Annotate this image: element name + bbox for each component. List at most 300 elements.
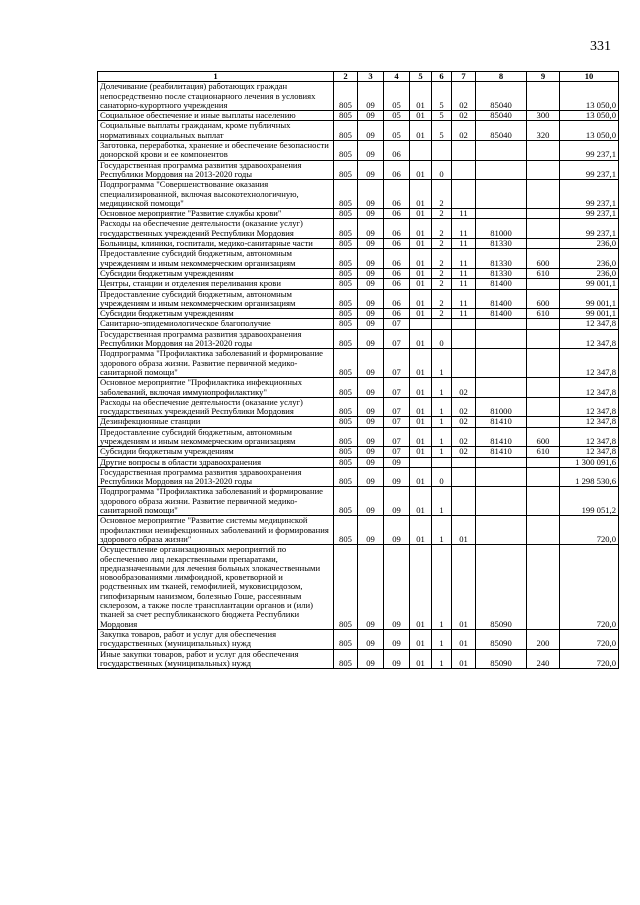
- code-cell: 805: [334, 427, 358, 447]
- table-row: [98, 249, 619, 269]
- code-cell: 09: [358, 457, 384, 467]
- code-cell: 5: [432, 111, 452, 121]
- code-cell: 01: [452, 649, 476, 669]
- code-cell: 01: [410, 378, 432, 398]
- code-cell: 09: [384, 649, 410, 669]
- code-cell: [527, 457, 560, 467]
- table-row: [98, 349, 619, 378]
- code-cell: 09: [358, 289, 384, 309]
- code-cell: 02: [452, 378, 476, 398]
- amount-cell: 12 347,8: [560, 417, 619, 427]
- code-cell: 09: [358, 160, 384, 180]
- code-cell: 09: [358, 545, 384, 630]
- code-cell: 1: [432, 427, 452, 447]
- code-cell: 805: [334, 487, 358, 516]
- table-row: [98, 329, 619, 349]
- code-cell: 610: [527, 268, 560, 278]
- code-cell: 2: [432, 268, 452, 278]
- amount-cell: 12 347,8: [560, 397, 619, 417]
- table-row: [98, 378, 619, 398]
- code-cell: [476, 457, 527, 467]
- header-cell: 4: [384, 72, 410, 82]
- code-cell: 01: [410, 209, 432, 219]
- code-cell: 09: [358, 487, 384, 516]
- code-cell: 85040: [476, 121, 527, 141]
- code-cell: 09: [358, 239, 384, 249]
- code-cell: 09: [358, 378, 384, 398]
- code-cell: 805: [334, 268, 358, 278]
- code-cell: 01: [410, 111, 432, 121]
- code-cell: 02: [452, 427, 476, 447]
- code-cell: 0: [432, 329, 452, 349]
- code-cell: [476, 141, 527, 161]
- code-cell: 805: [334, 319, 358, 329]
- code-cell: [527, 467, 560, 487]
- code-cell: 05: [384, 82, 410, 111]
- row-name-cell: Субсидии бюджетным учреждениям: [98, 447, 334, 457]
- code-cell: 09: [358, 111, 384, 121]
- code-cell: 01: [410, 349, 432, 378]
- code-cell: 09: [358, 649, 384, 669]
- code-cell: [452, 319, 476, 329]
- code-cell: 09: [358, 319, 384, 329]
- table-row: [98, 309, 619, 319]
- code-cell: 1: [432, 629, 452, 649]
- code-cell: 09: [384, 467, 410, 487]
- code-cell: 09: [358, 121, 384, 141]
- code-cell: [527, 397, 560, 417]
- code-cell: 07: [384, 417, 410, 427]
- code-cell: 1: [432, 545, 452, 630]
- code-cell: 805: [334, 349, 358, 378]
- code-cell: [476, 378, 527, 398]
- code-cell: 06: [384, 209, 410, 219]
- code-cell: [476, 349, 527, 378]
- code-cell: [452, 180, 476, 209]
- code-cell: 09: [358, 349, 384, 378]
- row-name-cell: Подпрограмма "Совершенствование оказания специализированной, включая высокотехнологичную, медицинской помощи": [98, 180, 334, 209]
- code-cell: [476, 516, 527, 545]
- row-name-cell: Иные закупки товаров, работ и услуг для обеспечения государственных (муниципальных) нужд: [98, 649, 334, 669]
- code-cell: 09: [358, 467, 384, 487]
- code-cell: 11: [452, 219, 476, 239]
- budget-table: [97, 71, 619, 669]
- code-cell: 02: [452, 111, 476, 121]
- code-cell: 05: [384, 121, 410, 141]
- code-cell: [476, 209, 527, 219]
- code-cell: 805: [334, 209, 358, 219]
- table-row: [98, 629, 619, 649]
- amount-cell: 1 298 530,6: [560, 467, 619, 487]
- amount-cell: 13 050,0: [560, 121, 619, 141]
- code-cell: 81000: [476, 219, 527, 239]
- row-name-cell: Долечивание (реабилитация) работающих граждан непосредственно после стационарного лечения в условиях санаторно-курортного учреждения: [98, 82, 334, 111]
- amount-cell: 99 237,1: [560, 219, 619, 239]
- code-cell: 09: [384, 487, 410, 516]
- row-name-cell: Подпрограмма "Профилактика заболеваний и формирование здорового образа жизни. Развитие первичной медико-санитарной помощи": [98, 349, 334, 378]
- code-cell: 09: [384, 516, 410, 545]
- code-cell: [432, 141, 452, 161]
- row-name-cell: Другие вопросы в области здравоохранения: [98, 457, 334, 467]
- table-row: [98, 209, 619, 219]
- code-cell: 06: [384, 249, 410, 269]
- code-cell: [432, 319, 452, 329]
- code-cell: 06: [384, 309, 410, 319]
- code-cell: 05: [384, 111, 410, 121]
- header-cell: 5: [410, 72, 432, 82]
- code-cell: 01: [410, 160, 432, 180]
- code-cell: 11: [452, 209, 476, 219]
- table-row: [98, 319, 619, 329]
- code-cell: 805: [334, 457, 358, 467]
- row-name-cell: Расходы на обеспечение деятельности (оказание услуг) государственных учреждений Республики Мордовия: [98, 397, 334, 417]
- code-cell: [476, 467, 527, 487]
- code-cell: [452, 160, 476, 180]
- code-cell: [476, 329, 527, 349]
- code-cell: 320: [527, 121, 560, 141]
- code-cell: 2: [432, 209, 452, 219]
- code-cell: 11: [452, 239, 476, 249]
- code-cell: 09: [358, 268, 384, 278]
- code-cell: 81330: [476, 268, 527, 278]
- code-cell: 805: [334, 180, 358, 209]
- code-cell: 01: [410, 447, 432, 457]
- amount-cell: 13 050,0: [560, 82, 619, 111]
- code-cell: 07: [384, 329, 410, 349]
- code-cell: 81410: [476, 427, 527, 447]
- header-cell: 1: [98, 72, 334, 82]
- code-cell: 805: [334, 249, 358, 269]
- code-cell: 805: [334, 309, 358, 319]
- header-cell: 6: [432, 72, 452, 82]
- row-name-cell: Субсидии бюджетным учреждениям: [98, 309, 334, 319]
- code-cell: 85090: [476, 545, 527, 630]
- table-row: [98, 467, 619, 487]
- code-cell: [476, 319, 527, 329]
- code-cell: 240: [527, 649, 560, 669]
- code-cell: 01: [410, 249, 432, 269]
- amount-cell: 236,0: [560, 249, 619, 269]
- row-name-cell: Центры, станции и отделения переливания крови: [98, 279, 334, 289]
- code-cell: [452, 467, 476, 487]
- code-cell: 09: [384, 457, 410, 467]
- code-cell: 5: [432, 121, 452, 141]
- row-name-cell: Государственная программа развития здравоохранения Республики Мордовия на 2013-2020 годы: [98, 329, 334, 349]
- code-cell: 5: [432, 82, 452, 111]
- row-name-cell: Основное мероприятие "Профилактика инфекционных заболеваний, включая иммунопрофилактику": [98, 378, 334, 398]
- code-cell: 600: [527, 289, 560, 309]
- amount-cell: 199 051,2: [560, 487, 619, 516]
- code-cell: [452, 487, 476, 516]
- code-cell: [476, 180, 527, 209]
- code-cell: 09: [358, 209, 384, 219]
- row-name-cell: Санитарно-эпидемиологическое благополучие: [98, 319, 334, 329]
- table-header: [98, 72, 619, 82]
- amount-cell: 236,0: [560, 268, 619, 278]
- amount-cell: 12 347,8: [560, 427, 619, 447]
- amount-cell: 99 237,1: [560, 180, 619, 209]
- row-name-cell: Государственная программа развития здравоохранения Республики Мордовия на 2013-2020 годы: [98, 160, 334, 180]
- amount-cell: 1 300 091,6: [560, 457, 619, 467]
- code-cell: 06: [384, 279, 410, 289]
- code-cell: [527, 516, 560, 545]
- amount-cell: 720,0: [560, 516, 619, 545]
- code-cell: 85090: [476, 629, 527, 649]
- code-cell: [527, 180, 560, 209]
- code-cell: 01: [410, 649, 432, 669]
- amount-cell: 99 001,1: [560, 309, 619, 319]
- code-cell: 09: [358, 329, 384, 349]
- amount-cell: 720,0: [560, 629, 619, 649]
- code-cell: 01: [410, 289, 432, 309]
- row-name-cell: Осуществление организационных мероприятий по обеспечению лиц лекарственными препаратами, предназначенными для лечения больных злокачественными новообразованиями лимфоидной, кроветворной и родственных им тканей, гемофилией, муковисцидозом, гипофизарным нанизмом, болезнью Гоше, рассеянным склерозом, а также после трансплантации органов и (или) тканей за счет республиканского бюджета Республики Мордовия: [98, 545, 334, 630]
- code-cell: 06: [384, 268, 410, 278]
- table-row: [98, 417, 619, 427]
- code-cell: 06: [384, 239, 410, 249]
- header-cell: 7: [452, 72, 476, 82]
- amount-cell: 12 347,8: [560, 447, 619, 457]
- code-cell: 09: [358, 516, 384, 545]
- code-cell: 09: [358, 417, 384, 427]
- code-cell: 81330: [476, 249, 527, 269]
- code-cell: 0: [432, 467, 452, 487]
- code-cell: 81410: [476, 447, 527, 457]
- code-cell: 11: [452, 309, 476, 319]
- row-name-cell: Основное мероприятие "Развитие системы медицинской профилактики неинфекционных заболеваний и формирования здорового образа жизни": [98, 516, 334, 545]
- code-cell: 01: [410, 417, 432, 427]
- amount-cell: 720,0: [560, 649, 619, 669]
- code-cell: 01: [410, 329, 432, 349]
- code-cell: 01: [410, 180, 432, 209]
- code-cell: 01: [410, 516, 432, 545]
- code-cell: 09: [358, 309, 384, 319]
- code-cell: 06: [384, 219, 410, 239]
- amount-cell: 99 237,1: [560, 141, 619, 161]
- code-cell: 805: [334, 219, 358, 239]
- code-cell: [410, 319, 432, 329]
- code-cell: 07: [384, 397, 410, 417]
- code-cell: 1: [432, 447, 452, 457]
- code-cell: 200: [527, 629, 560, 649]
- code-cell: 11: [452, 289, 476, 309]
- code-cell: 85090: [476, 649, 527, 669]
- table-row: [98, 141, 619, 161]
- code-cell: [410, 457, 432, 467]
- code-cell: 01: [410, 309, 432, 319]
- row-name-cell: Основное мероприятие "Развитие службы крови": [98, 209, 334, 219]
- amount-cell: 99 237,1: [560, 160, 619, 180]
- code-cell: 02: [452, 397, 476, 417]
- code-cell: 805: [334, 121, 358, 141]
- code-cell: 805: [334, 467, 358, 487]
- code-cell: [527, 141, 560, 161]
- code-cell: 06: [384, 160, 410, 180]
- code-cell: 01: [410, 545, 432, 630]
- code-cell: 805: [334, 160, 358, 180]
- code-cell: [452, 457, 476, 467]
- code-cell: 11: [452, 279, 476, 289]
- code-cell: 85040: [476, 82, 527, 111]
- code-cell: 81000: [476, 397, 527, 417]
- code-cell: 06: [384, 180, 410, 209]
- table-row: [98, 427, 619, 447]
- code-cell: 805: [334, 516, 358, 545]
- code-cell: 11: [452, 268, 476, 278]
- code-cell: 09: [358, 82, 384, 111]
- code-cell: 1: [432, 516, 452, 545]
- code-cell: [527, 349, 560, 378]
- code-cell: [527, 209, 560, 219]
- code-cell: 805: [334, 629, 358, 649]
- code-cell: 01: [410, 82, 432, 111]
- table-row: [98, 289, 619, 309]
- code-cell: 2: [432, 309, 452, 319]
- table-row: [98, 180, 619, 209]
- code-cell: 1: [432, 378, 452, 398]
- code-cell: 09: [358, 249, 384, 269]
- code-cell: 11: [452, 249, 476, 269]
- code-cell: 81400: [476, 309, 527, 319]
- code-cell: 01: [410, 397, 432, 417]
- code-cell: 02: [452, 82, 476, 111]
- table-row: [98, 121, 619, 141]
- code-cell: 01: [410, 121, 432, 141]
- row-name-cell: Дезинфекционные станции: [98, 417, 334, 427]
- code-cell: [527, 545, 560, 630]
- code-cell: [527, 417, 560, 427]
- row-name-cell: Социальные выплаты гражданам, кроме публичных нормативных социальных выплат: [98, 121, 334, 141]
- code-cell: [527, 378, 560, 398]
- code-cell: 805: [334, 289, 358, 309]
- amount-cell: 13 050,0: [560, 111, 619, 121]
- code-cell: 805: [334, 141, 358, 161]
- code-cell: 09: [358, 219, 384, 239]
- code-cell: 805: [334, 111, 358, 121]
- amount-cell: 99 001,1: [560, 289, 619, 309]
- table-row: [98, 239, 619, 249]
- code-cell: [527, 219, 560, 239]
- code-cell: 06: [384, 141, 410, 161]
- code-cell: [452, 141, 476, 161]
- amount-cell: 12 347,8: [560, 329, 619, 349]
- row-name-cell: Предоставление субсидий бюджетным, автономным учреждениям и иным некоммерческим организациям: [98, 249, 334, 269]
- table-row: [98, 487, 619, 516]
- code-cell: 01: [410, 279, 432, 289]
- row-name-cell: Предоставление субсидий бюджетным, автономным учреждениям и иным некоммерческим организациям: [98, 427, 334, 447]
- code-cell: 805: [334, 447, 358, 457]
- code-cell: 2: [432, 239, 452, 249]
- table-row: [98, 219, 619, 239]
- amount-cell: 720,0: [560, 545, 619, 630]
- code-cell: 07: [384, 349, 410, 378]
- code-cell: 805: [334, 649, 358, 669]
- code-cell: 1: [432, 417, 452, 427]
- code-cell: 805: [334, 279, 358, 289]
- amount-cell: 236,0: [560, 239, 619, 249]
- code-cell: 01: [410, 239, 432, 249]
- table-row: [98, 111, 619, 121]
- header-cell: 8: [476, 72, 527, 82]
- code-cell: [527, 319, 560, 329]
- code-cell: 1: [432, 487, 452, 516]
- code-cell: 805: [334, 329, 358, 349]
- table-row: [98, 447, 619, 457]
- amount-cell: 12 347,8: [560, 378, 619, 398]
- code-cell: 81400: [476, 279, 527, 289]
- code-cell: 2: [432, 219, 452, 239]
- code-cell: 610: [527, 309, 560, 319]
- code-cell: 600: [527, 427, 560, 447]
- code-cell: 02: [452, 417, 476, 427]
- code-cell: 2: [432, 249, 452, 269]
- row-name-cell: Государственная программа развития здравоохранения Республики Мордовия на 2013-2020 годы: [98, 467, 334, 487]
- code-cell: 02: [452, 121, 476, 141]
- code-cell: 300: [527, 111, 560, 121]
- code-cell: 09: [358, 141, 384, 161]
- table-body: [98, 82, 619, 669]
- code-cell: 805: [334, 378, 358, 398]
- row-name-cell: Расходы на обеспечение деятельности (оказание услуг) государственных учреждений Республики Мордовия: [98, 219, 334, 239]
- code-cell: [452, 329, 476, 349]
- code-cell: 2: [432, 180, 452, 209]
- table-row: [98, 545, 619, 630]
- code-cell: 600: [527, 249, 560, 269]
- code-cell: [476, 160, 527, 180]
- amount-cell: 99 237,1: [560, 209, 619, 219]
- code-cell: 07: [384, 378, 410, 398]
- code-cell: [527, 279, 560, 289]
- header-cell: 9: [527, 72, 560, 82]
- code-cell: 09: [358, 397, 384, 417]
- code-cell: [476, 487, 527, 516]
- code-cell: 01: [410, 629, 432, 649]
- code-cell: 01: [410, 467, 432, 487]
- row-name-cell: Закупка товаров, работ и услуг для обеспечения государственных (муниципальных) нужд: [98, 629, 334, 649]
- row-name-cell: Предоставление субсидий бюджетным, автономным учреждениям и иным некоммерческим организациям: [98, 289, 334, 309]
- code-cell: [527, 239, 560, 249]
- code-cell: [527, 160, 560, 180]
- table-row: [98, 160, 619, 180]
- code-cell: 805: [334, 417, 358, 427]
- row-name-cell: Социальное обеспечение и иные выплаты населению: [98, 111, 334, 121]
- table-row: [98, 279, 619, 289]
- code-cell: 09: [358, 427, 384, 447]
- row-name-cell: Заготовка, переработка, хранение и обеспечение безопасности донорской крови и ее компонентов: [98, 141, 334, 161]
- code-cell: 81330: [476, 239, 527, 249]
- code-cell: 09: [358, 629, 384, 649]
- header-cell: 2: [334, 72, 358, 82]
- code-cell: 07: [384, 427, 410, 447]
- code-cell: [527, 329, 560, 349]
- code-cell: 01: [410, 219, 432, 239]
- code-cell: 09: [358, 180, 384, 209]
- code-cell: 01: [410, 427, 432, 447]
- code-cell: 2: [432, 289, 452, 309]
- code-cell: 805: [334, 397, 358, 417]
- code-cell: 81410: [476, 417, 527, 427]
- table-row: [98, 649, 619, 669]
- code-cell: 805: [334, 239, 358, 249]
- header-cell: 10: [560, 72, 619, 82]
- code-cell: 01: [452, 545, 476, 630]
- code-cell: 07: [384, 447, 410, 457]
- code-cell: 01: [452, 629, 476, 649]
- header-cell: 3: [358, 72, 384, 82]
- code-cell: 02: [452, 447, 476, 457]
- code-cell: [527, 487, 560, 516]
- code-cell: 610: [527, 447, 560, 457]
- code-cell: [410, 141, 432, 161]
